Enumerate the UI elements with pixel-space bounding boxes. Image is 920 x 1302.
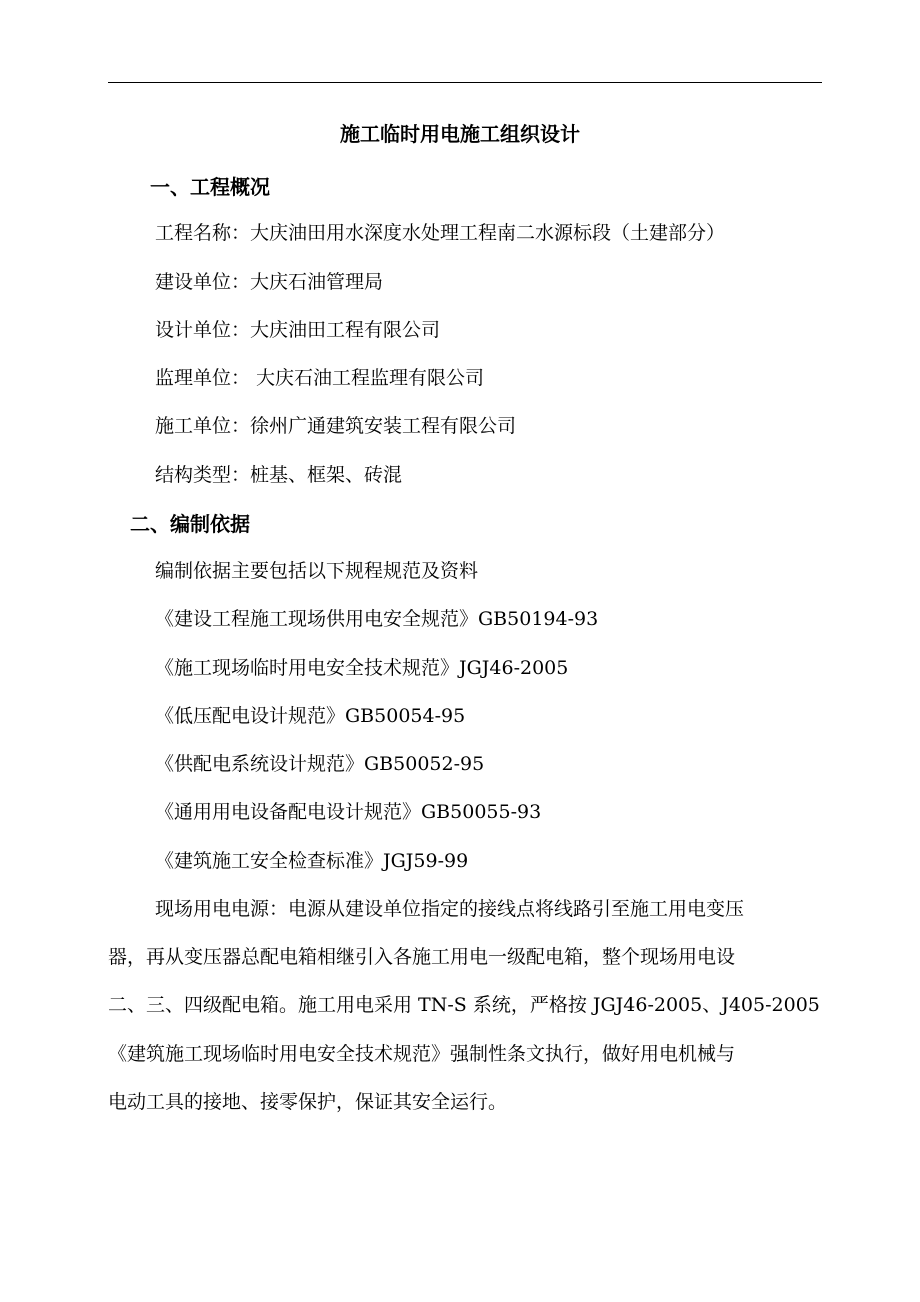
section-heading-basis: 二、编制依据 [130, 512, 250, 536]
standard-item: 《建设工程施工现场供用电安全规范》GB50194-93 [155, 608, 599, 630]
power-source-paragraph-line: 电动工具的接地、接零保护，保证其安全运行。 [108, 1091, 508, 1113]
standard-item: 《通用用电设备配电设计规范》GB50055-93 [155, 801, 542, 823]
standard-item: 《施工现场临时用电安全技术规范》JGJ46-2005 [155, 657, 569, 679]
standard-item: 《建筑施工安全检查标准》JGJ59-99 [155, 850, 469, 872]
power-source-paragraph-line: 现场用电电源：电源从建设单位指定的接线点将线路引至施工用电变压 [155, 898, 745, 920]
power-source-paragraph-line: 器，再从变压器总配电箱相继引入各施工用电一级配电箱，整个现场用电设 [108, 946, 736, 968]
basis-intro: 编制依据主要包括以下规程规范及资料 [155, 560, 479, 582]
project-name-line: 工程名称：大庆油田用水深度水处理工程南二水源标段（土建部分） [155, 222, 726, 244]
structure-type-line: 结构类型：桩基、框架、砖混 [155, 464, 403, 486]
standard-item: 《低压配电设计规范》GB50054-95 [155, 705, 466, 727]
designer-line: 设计单位：大庆油田工程有限公司 [155, 319, 441, 341]
supervisor-line: 监理单位： 大庆石油工程监理有限公司 [155, 367, 485, 389]
power-source-paragraph-line: 《建筑施工现场临时用电安全技术规范》强制性条文执行，做好用电机械与 [108, 1043, 736, 1065]
section-heading-overview: 一、工程概况 [150, 175, 270, 199]
owner-line: 建设单位：大庆石油管理局 [155, 271, 384, 293]
power-source-paragraph-line: 二、三、四级配电箱。施工用电采用 TN-S 系统，严格按 JGJ46-2005、J405-2005 [108, 994, 820, 1016]
standard-item: 《供配电系统设计规范》GB50052-95 [155, 753, 485, 775]
header-rule [108, 82, 822, 83]
contractor-line: 施工单位：徐州广通建筑安装工程有限公司 [155, 415, 517, 437]
document-title: 施工临时用电施工组织设计 [340, 122, 580, 146]
